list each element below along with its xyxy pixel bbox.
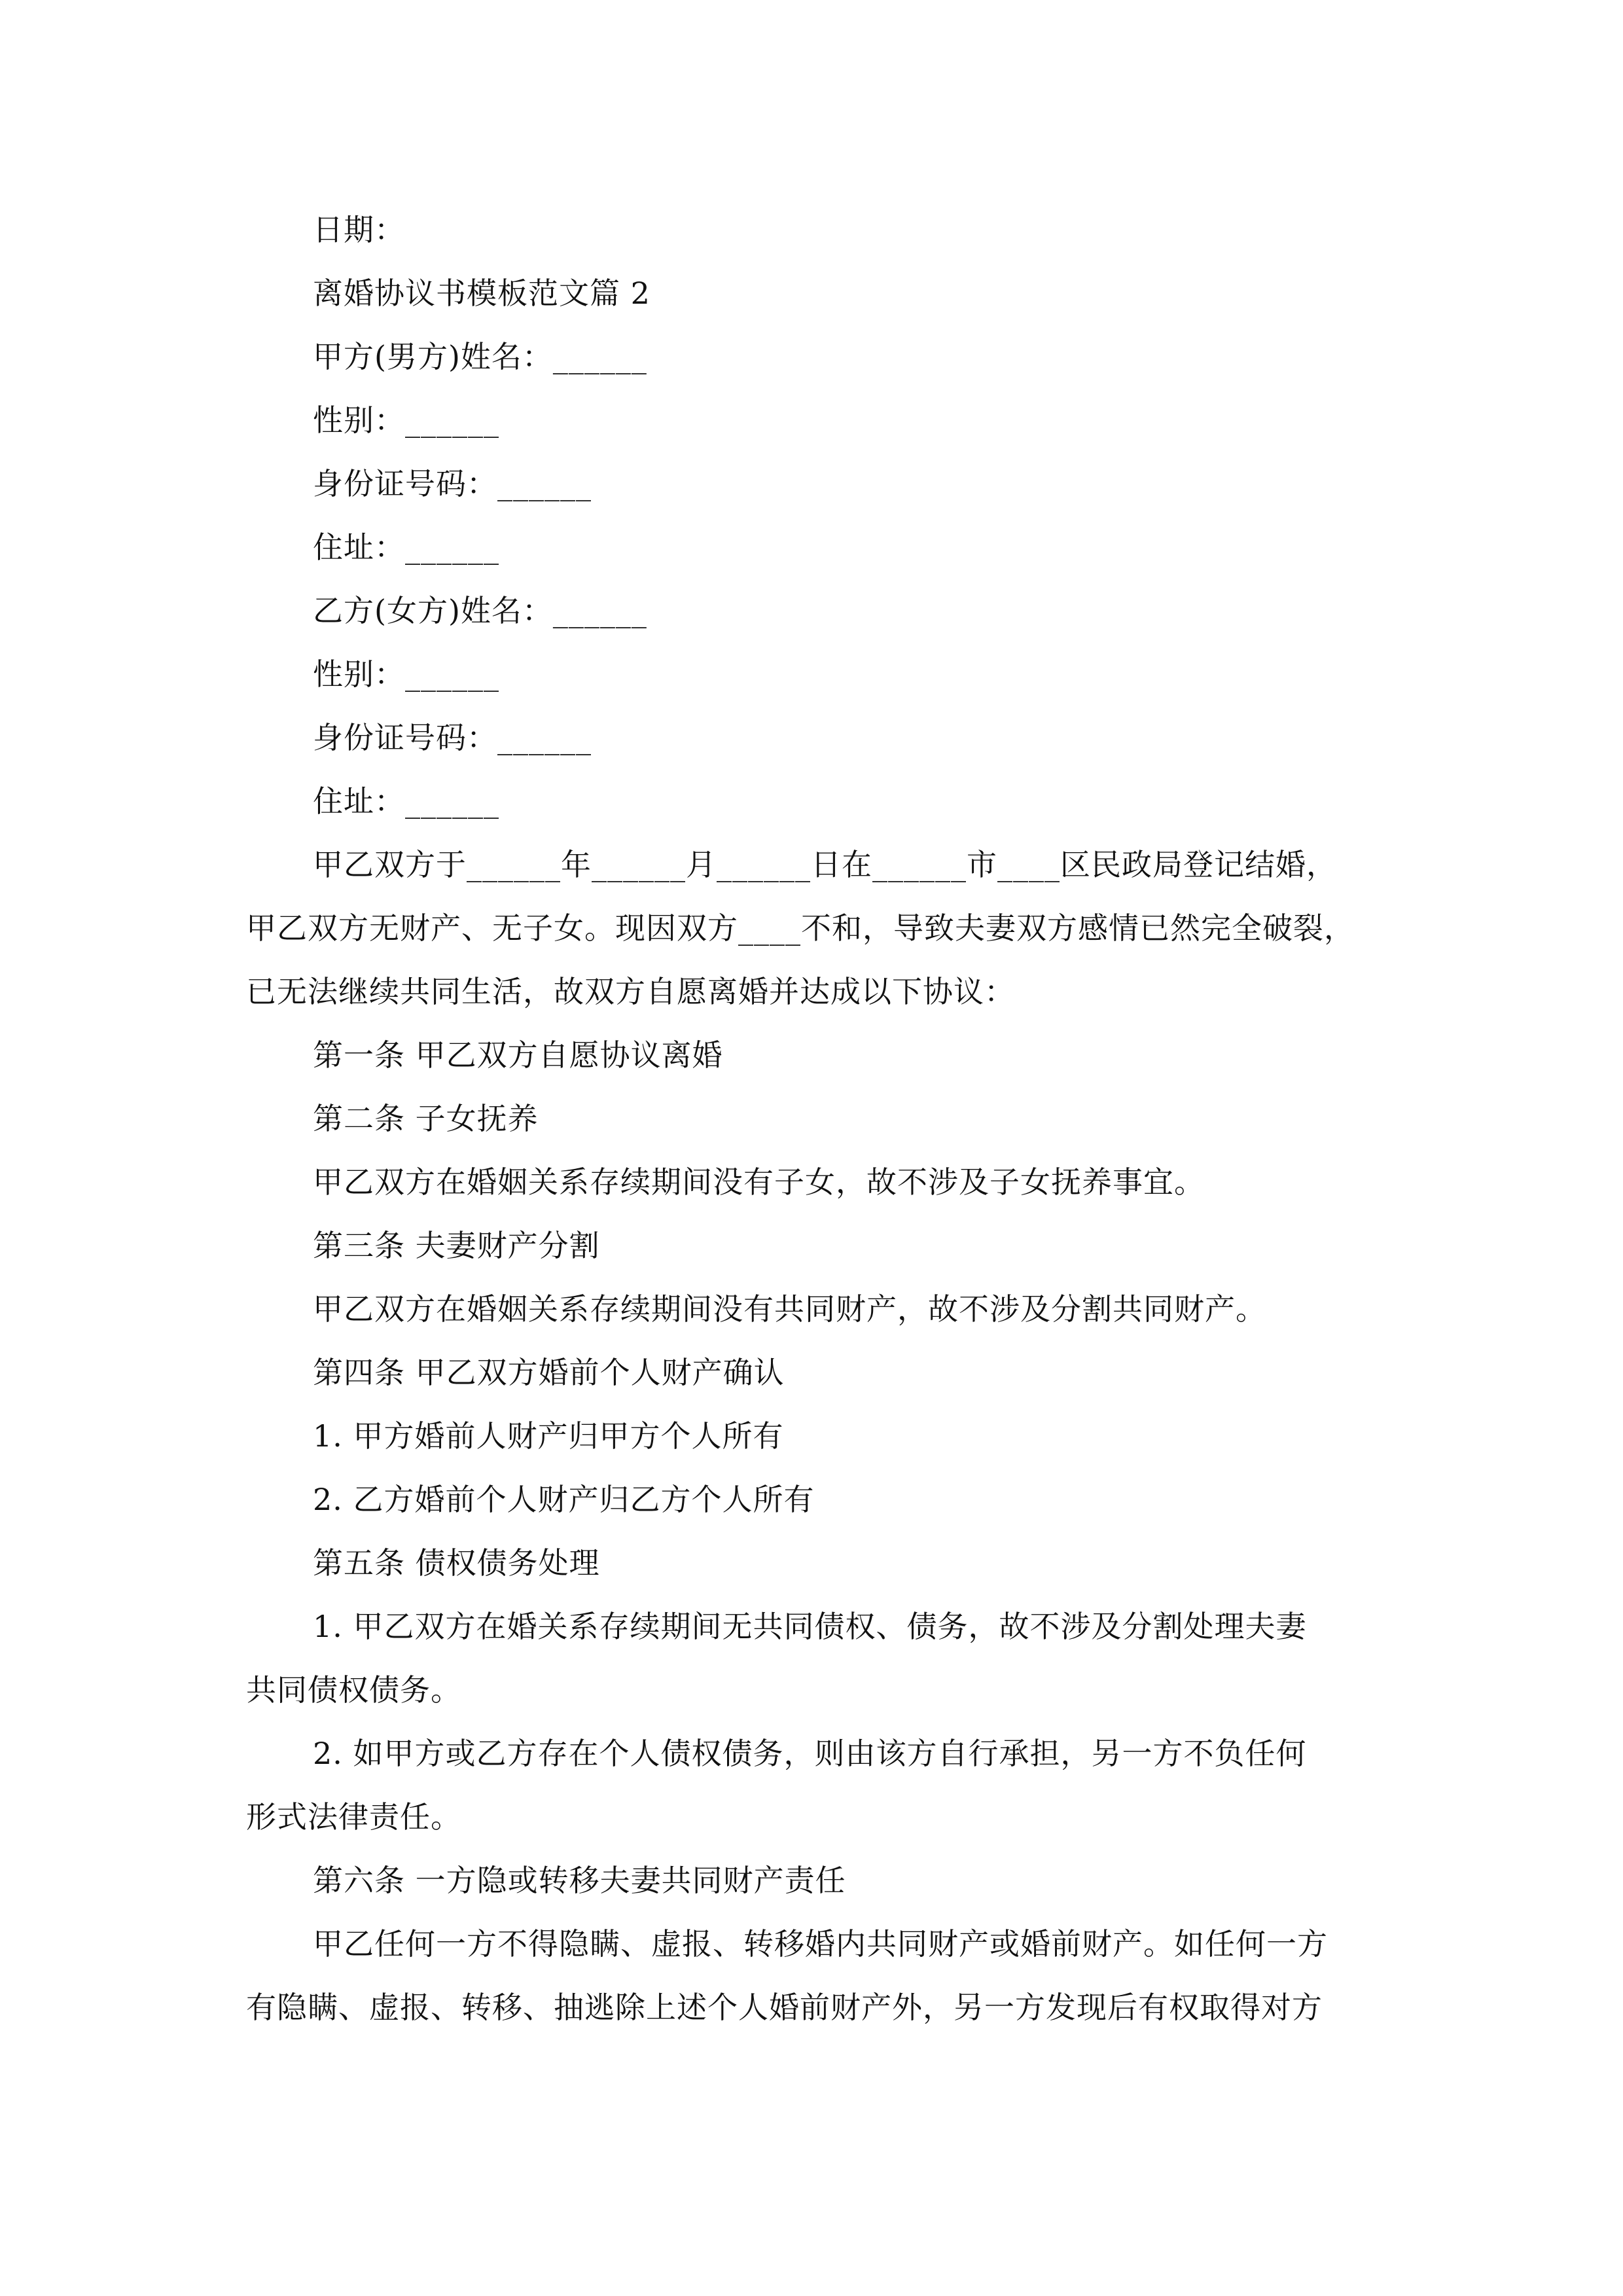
section-title: 离婚协议书模板范文篇 2 — [313, 276, 651, 311]
paragraph-line: 形式法律责任。 — [246, 1799, 461, 1835]
paragraph-line: 甲乙双方在婚姻关系存续期间没有共同财产，故不涉及分割共同财产。 — [313, 1291, 1266, 1327]
list-item: 1. 甲方婚前人财产归甲方个人所有 — [313, 1418, 784, 1454]
party-b-address-line: 住址：______ — [313, 783, 499, 819]
article-heading: 第二条 子女抚养 — [313, 1101, 539, 1136]
party-a-address-line: 住址：______ — [313, 529, 499, 565]
article-heading: 第五条 债权债务处理 — [313, 1545, 600, 1581]
party-a-gender-line: 性别：______ — [313, 403, 499, 438]
list-item: 1. 甲乙双方在婚关系存续期间无共同债权、债务，故不涉及分割处理夫妻 — [313, 1609, 1307, 1644]
date-label: 日期： — [313, 212, 405, 247]
paragraph-line: 已无法继续共同生活，故双方自愿离婚并达成以下协议： — [246, 974, 1015, 1009]
paragraph-line: 甲乙双方在婚姻关系存续期间没有子女，故不涉及子女抚养事宜。 — [313, 1164, 1205, 1200]
party-b-name-line: 乙方(女方)姓名：______ — [313, 593, 647, 628]
party-b-id-line: 身份证号码：______ — [313, 720, 592, 755]
list-item: 2. 乙方婚前个人财产归乙方个人所有 — [313, 1482, 815, 1517]
article-heading: 第三条 夫妻财产分割 — [313, 1228, 600, 1263]
paragraph-line: 有隐瞒、虚报、转移、抽逃除上述个人婚前财产外，另一方发现后有权取得对方 — [246, 1990, 1323, 2025]
list-item: 2. 如甲方或乙方存在个人债权债务，则由该方自行承担，另一方不负任何 — [313, 1736, 1307, 1771]
paragraph-line: 甲乙任何一方不得隐瞒、虚报、转移婚内共同财产或婚前财产。如任何一方 — [313, 1926, 1328, 1962]
article-heading: 第六条 一方隐或转移夫妻共同财产责任 — [313, 1863, 846, 1898]
paragraph-line: 甲乙双方于______年______月______日在______市____区民政局登记结婚， — [313, 847, 1337, 882]
paragraph-line: 甲乙双方无财产、无子女。现因双方____不和，导致夫妻双方感情已然完全破裂， — [246, 910, 1355, 946]
article-heading: 第四条 甲乙双方婚前个人财产确认 — [313, 1355, 785, 1390]
party-a-id-line: 身份证号码：______ — [313, 466, 592, 501]
party-b-gender-line: 性别：______ — [313, 656, 499, 692]
paragraph-line: 共同债权债务。 — [246, 1672, 461, 1708]
party-a-name-line: 甲方(男方)姓名：______ — [313, 339, 647, 374]
article-heading: 第一条 甲乙双方自愿协议离婚 — [313, 1037, 723, 1073]
